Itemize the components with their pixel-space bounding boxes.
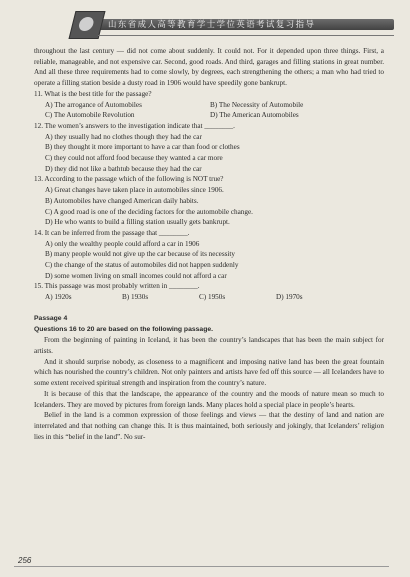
header-rule — [98, 35, 394, 36]
question-13-option-b: B) Automobiles have changed American daily habits. — [45, 196, 199, 205]
question-12-option-b: B) they thought it more important to have a car than food or clothes — [45, 143, 240, 152]
question-14-option-d: D) some women living on small incomes could not afford a car — [45, 271, 227, 280]
question-11-option-b: B) The Necessity of Automobile — [210, 100, 304, 109]
question-11-options-cd — [45, 110, 384, 121]
question-12-option-d: D) they did not like a bathtub because they had the car — [45, 164, 202, 173]
page-content — [34, 46, 384, 442]
question-15-options — [45, 292, 384, 303]
question-11-stem: 11. What is the best title for the passage? — [34, 89, 152, 98]
question-15-option-c: C) 1950s — [199, 293, 226, 302]
page-number: 256 — [18, 556, 32, 565]
question-12-option-c: C) they could not afford food because they wanted a car more — [45, 154, 223, 163]
passage4-paragraph-3: It is because of this that the landscape, the appearance of the country and the moods of nature mean so much to Icelanders. They are moved by pictures from foreign lands. Many places hold a special place in people’s hearts. — [34, 389, 384, 409]
passage4-paragraph-1: From the beginning of painting in Iceland, it has been the country’s landscapes that has been the main subject for artists. — [34, 336, 384, 355]
passage4-heading: Passage 4 — [34, 314, 68, 322]
question-15-option-d: D) 1970s — [276, 293, 303, 302]
question-15-stem: 15. This passage was most probably written in ________. — [34, 282, 200, 291]
question-11-option-c: C) The Automobile Revolution — [45, 111, 135, 120]
question-11-options-ab — [45, 100, 384, 111]
passage4-instructions: Questions 16 to 20 are based on the following passage. — [34, 325, 214, 333]
question-13-option-c: C) A good road is one of the deciding factors for the automobile change. — [45, 207, 253, 216]
question-15-option-b: B) 1930s — [122, 293, 149, 302]
question-12-stem: 12. The women’s answers to the investigation indicate that ________. — [34, 121, 235, 130]
question-14-option-a: A) only the wealthy people could afford a car in 1906 — [45, 239, 200, 248]
question-13-stem: 13. According to the passage which of the following is NOT true? — [34, 175, 224, 184]
question-13-option-d: D) He who wants to build a filling station usually gets bankrupt. — [45, 218, 230, 227]
question-15-option-a: A) 1920s — [45, 293, 72, 302]
question-14-stem: 14. It can be inferred from the passage that ________. — [34, 228, 190, 237]
passage4-paragraph-4: Belief in the land is a common expression of those feelings and views — that the destiny of land and nation are interrelated and that nothing can change this. It is thus maintained, both seriously and jokingly, that Icelanders’ religion lies in this “belief in the land”. No sur- — [34, 411, 384, 441]
passage3-paragraph: throughout the last century — did not come about suddenly. It could not. For it depended upon three things. First, a reliable, manageable, and not expensive car. Second, good roads. And third, garages and filling stations in great number. And all these three requirements had to come slowly, by degrees, each strengthening the others; a man who had tried to operate a filling station beside a dusty road in 1906 would have speedily gone bankrupt. — [34, 47, 384, 88]
question-11-option-d: D) The American Automobiles — [210, 111, 299, 120]
header-title: 山东省成人高等教育学士学位英语考试复习指导 — [108, 19, 316, 29]
question-14-option-b: B) many people would not give up the car because of its necessity — [45, 250, 236, 259]
footer-rule — [14, 566, 389, 567]
passage4-paragraph-2: And it should surprise nobody, as closeness to a magnificent and imposing native land has been the great fountain which has nourished the country’s children. Not only painters and artists have fed off this source — all Icelanders have to some extent received spiritual strength and inspiration from the country’s nature. — [34, 357, 384, 388]
question-11-option-a: A) The arrogance of Automobiles — [45, 100, 142, 109]
question-13-option-a: A) Great changes have taken place in automobiles since 1906. — [45, 186, 224, 195]
question-14-option-c: C) the change of the status of automobiles did not happen suddenly — [45, 261, 239, 270]
question-12-option-a: A) they usually had no clothes though they had the car — [45, 132, 202, 141]
page-header — [72, 7, 394, 41]
